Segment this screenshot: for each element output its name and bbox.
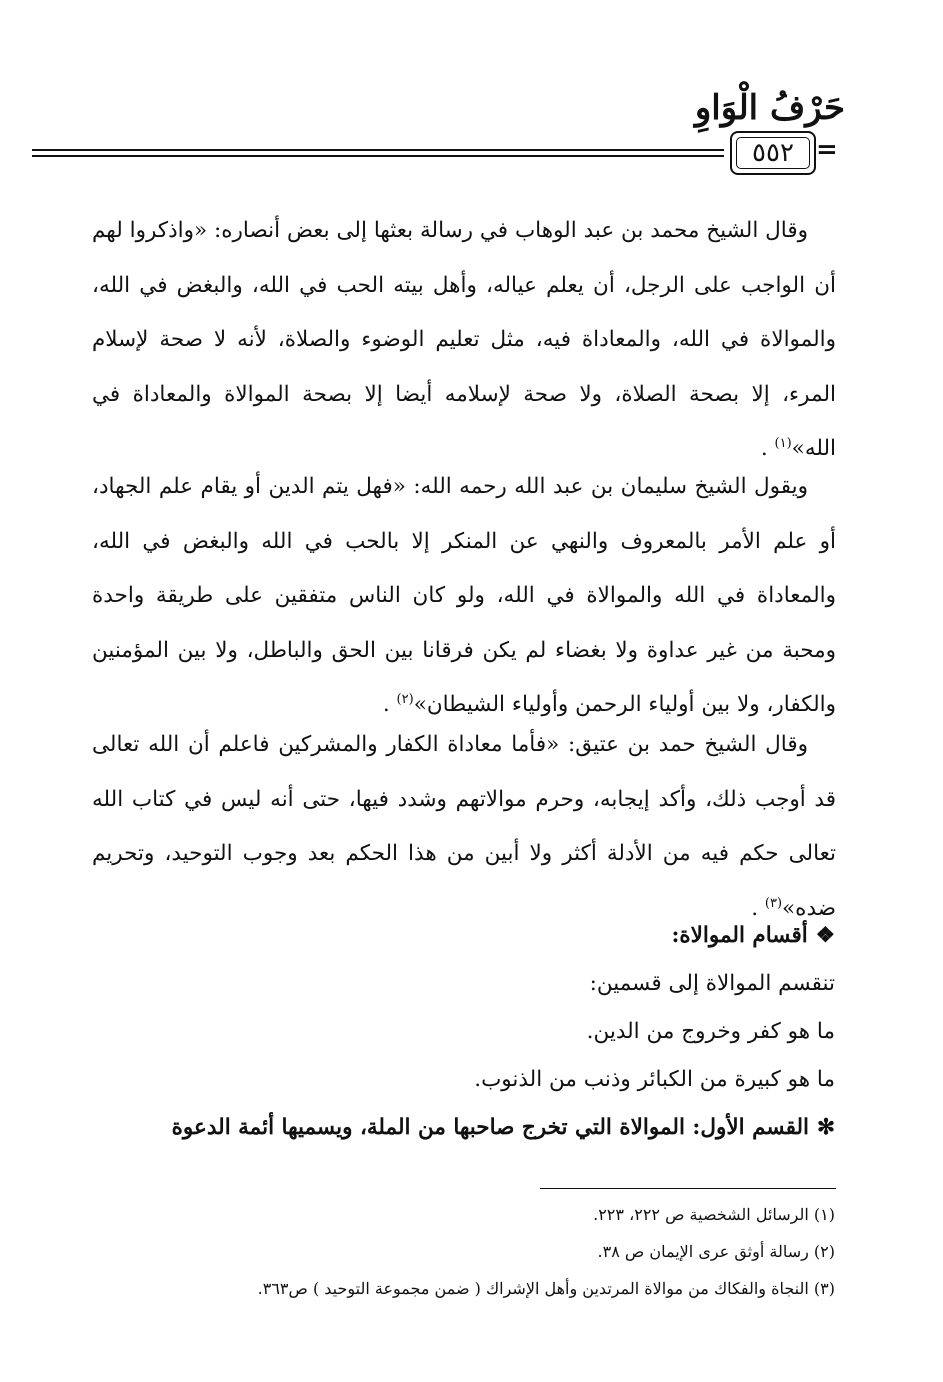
star-icon: ✻ [816, 1115, 835, 1140]
paragraph-2-text: ويقول الشيخ سليمان بن عبد الله رحمه الله: «فهل يتم الدين أو يقام علم الجهاد، أو علم الأمر بالمعروف والنهي عن المنكر إلا بالحب في الله والبغض في الله، والمعاداة في الله والموالاة في الله، ولو كان الناس متفقين على طريقة واحدة ومحبة من غير عداوة ولا بغضاء لم يكن فرقانا بين الحق والباطل، ولا بين المؤمنين والكفار، ولا بين أولياء الرحمن وأولياء الشيطان» [92, 474, 836, 717]
paragraph-3-text: وقال الشيخ حمد بن عتيق: «فأما معاداة الكفار والمشركين فاعلم أن الله تعالى قد أوجب ذلك، وأكد إيجابه، وحرم موالاتهم وشدد فيها، حتى أنه ليس في كتاب الله تعالى حكم فيه من الأدلة أكثر ولا أبين من هذا الحكم بعد وجوب التوحيد، وتحريم ضده» [92, 732, 836, 921]
footnote-ref-3: (٣) [764, 895, 783, 911]
header-rule-bottom [32, 155, 724, 157]
paragraph-1 [92, 204, 836, 477]
header-rule-top [32, 149, 724, 151]
footnotes [91, 1196, 835, 1307]
section-divisions [91, 912, 835, 1152]
footnote-ref-1: (١) [774, 435, 792, 451]
running-title: حَرْفُ الْوَاوِ [694, 88, 845, 128]
page-number: ٥٥٢ [730, 131, 816, 175]
footnote-divider [540, 1188, 836, 1189]
section-first-part-text: القسم الأول: الموالاة التي تخرج صاحبها من الملة، ويسميها أئمة الدعوة [171, 1115, 809, 1140]
page-number-side-mark: = [816, 135, 838, 165]
section-item-2: ما هو كبيرة من الكبائر وذنب من الذنوب. [474, 1067, 835, 1092]
section-heading-text: أقسام الموالاة: [671, 923, 808, 948]
paragraph-1-period: . [760, 436, 768, 461]
paragraph-3-period: . [751, 895, 759, 921]
paragraph-2 [92, 460, 836, 733]
paragraph-1-text: وقال الشيخ محمد بن عبد الوهاب في رسالة بعثها إلى بعض أنصاره: «واذكروا لهم أن الواجب على الرجل، أن يعلم عياله، وأهل بيته الحب في الله، والبغض في الله، والموالاة في الله، والمعاداة فيه، مثل تعليم الوضوء والصلاة، لأنه لا صحة لإسلام المرء، إلا بصحة الصلاة، ولا صحة لإسلامه أيضا إلا بصحة الموالاة والمعاداة في الله» [92, 218, 836, 461]
section-heading [91, 912, 835, 960]
paragraph-3 [92, 718, 836, 936]
paragraph-2-period: . [382, 692, 390, 717]
section-first-part [91, 1104, 835, 1152]
footnote-1: (١) الرسائل الشخصية ص ٢٢٢، ٢٢٣. [593, 1205, 835, 1224]
footnote-3: (٣) النجاة والفكاك من موالاة المرتدين وأهل الإشراك ( ضمن مجموعة التوحيد ) ص٣٦٣. [257, 1279, 835, 1298]
section-item-1: ما هو كفر وخروج من الدين. [586, 1019, 835, 1044]
bullet-icon: ❖ [815, 923, 835, 948]
footnote-ref-2: (٢) [396, 691, 414, 707]
section-intro: تنقسم الموالاة إلى قسمين: [589, 971, 835, 996]
footnote-2: (٢) رسالة أوثق عرى الإيمان ص ٣٨. [597, 1242, 835, 1261]
